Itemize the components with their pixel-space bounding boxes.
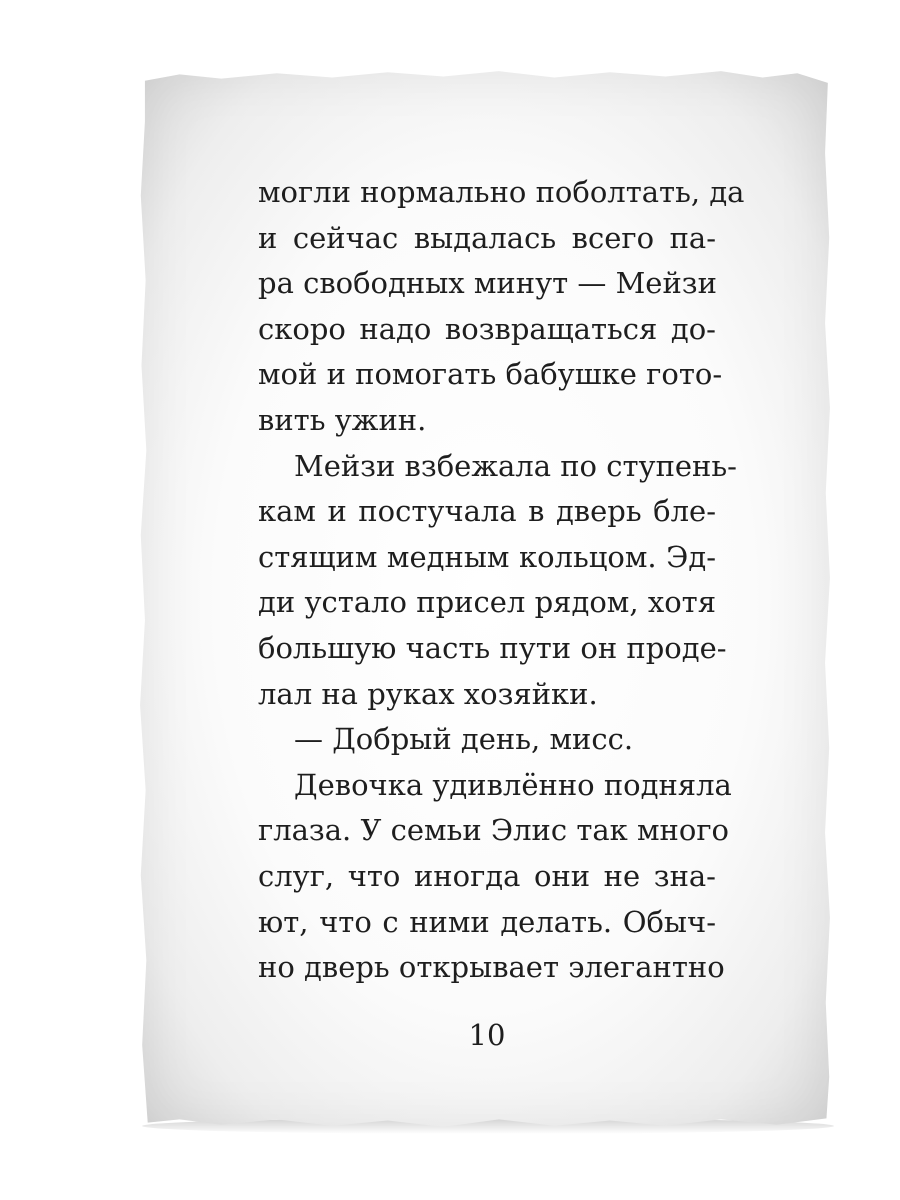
paragraph — [258, 763, 732, 991]
text-line: глаза. У семьи Элис так много — [258, 813, 729, 848]
text-line: лал на руках хозяйки. — [258, 676, 598, 711]
text-line: — Добрый день, мисс. — [294, 722, 634, 757]
text-line: ют, что с ними делать. Обыч- — [258, 904, 716, 939]
paragraph — [258, 717, 716, 763]
text-line: Девочка удивлённо подняла — [294, 767, 732, 802]
page-number: 10 — [468, 1018, 506, 1052]
text-line: кам и постучала в дверь бле- — [258, 494, 716, 529]
text-line: вить ужин. — [258, 402, 427, 437]
text-line: могли нормально поболтать, да — [258, 175, 745, 209]
body-text — [258, 170, 745, 991]
text-line: скоро надо возвращаться до- — [258, 311, 716, 346]
text-line: мой и помогать бабушке гото- — [258, 357, 723, 392]
paragraph — [258, 170, 745, 444]
text-line: слуг, что иногда они не зна- — [258, 858, 716, 893]
text-line: Мейзи взбежала по ступень- — [294, 448, 737, 483]
text-line: и сейчас выдалась всего па- — [258, 220, 716, 255]
text-line: ди устало присел рядом, хотя — [258, 585, 716, 620]
text-line: большую часть пути он проде- — [258, 630, 727, 665]
text-line: стящим медным кольцом. Эд- — [258, 539, 716, 574]
text-line: ра свободных минут — Мейзи — [258, 266, 717, 301]
paragraph — [258, 444, 737, 718]
text-line: но дверь открывает элегантно — [258, 950, 725, 985]
